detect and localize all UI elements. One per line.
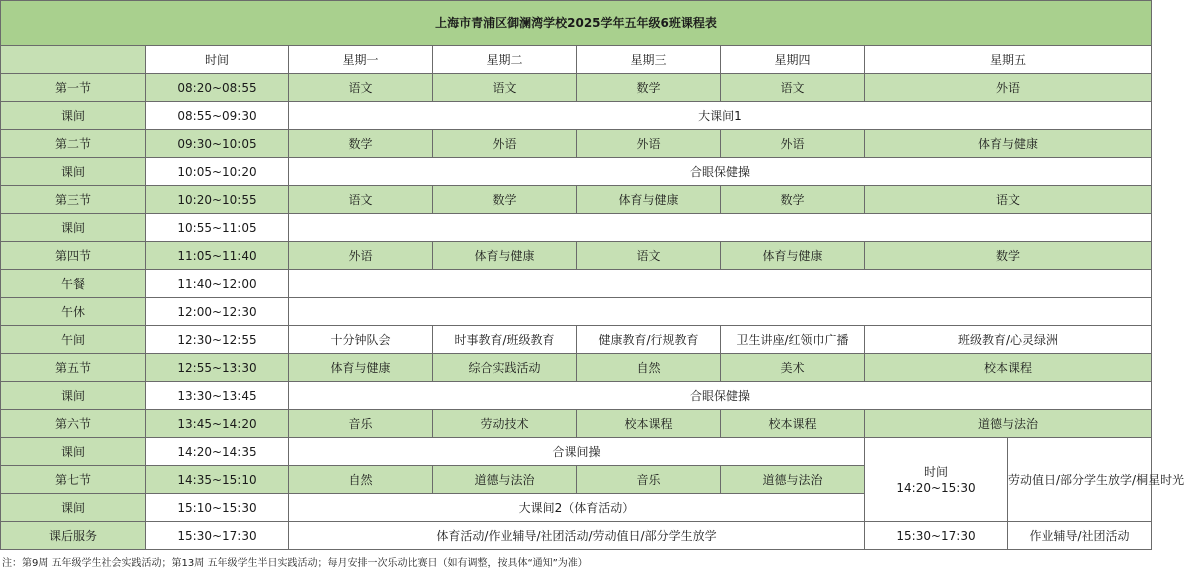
table-row: [1, 158, 1152, 186]
period-time: 10:20~10:55: [146, 186, 289, 214]
period-label: 午休: [1, 298, 146, 326]
lesson-cell: 校本课程: [865, 354, 1152, 382]
lesson-cell: 音乐: [577, 466, 721, 494]
table-row: [1, 298, 1152, 326]
lesson-cell: 外语: [577, 130, 721, 158]
lesson-cell: 自然: [289, 466, 433, 494]
footnote: 注：第9周 五年级学生社会实践活动；第13周 五年级学生半日实践活动；每月安排一次乐动比赛日（如有调整，按具体“通知”为准）: [2, 558, 588, 569]
lesson-cell: 数学: [433, 186, 577, 214]
lesson-cell: 外语: [433, 130, 577, 158]
lesson-cell: 语文: [865, 186, 1152, 214]
period-time: 10:55~11:05: [146, 214, 289, 242]
period-time: 09:30~10:05: [146, 130, 289, 158]
table-row: [1, 522, 1152, 550]
break-cell: 合眼保健操: [289, 382, 1152, 410]
header-row: [1, 46, 1152, 74]
lesson-cell: 数学: [577, 74, 721, 102]
lesson-cell: 音乐: [289, 410, 433, 438]
lesson-cell: 体育与健康: [865, 130, 1152, 158]
period-label: 第二节: [1, 130, 146, 158]
lesson-cell: 校本课程: [577, 410, 721, 438]
lesson-cell: 道德与法治: [865, 410, 1152, 438]
friday-time-range: 14:20~15:30: [896, 480, 976, 495]
period-time: 13:30~13:45: [146, 382, 289, 410]
period-time: 08:55~09:30: [146, 102, 289, 130]
lesson-cell: 语文: [289, 74, 433, 102]
table-row: [1, 410, 1152, 438]
period-label: 课间: [1, 494, 146, 522]
period-label: 第一节: [1, 74, 146, 102]
table-row: [1, 270, 1152, 298]
period-time: 15:10~15:30: [146, 494, 289, 522]
activity-cell: 十分钟队会: [289, 326, 433, 354]
table-row: [1, 130, 1152, 158]
header-tuesday: 星期二: [433, 46, 577, 74]
lesson-cell: 外语: [289, 242, 433, 270]
friday-time-cell: [865, 438, 1008, 522]
period-time: 12:30~12:55: [146, 326, 289, 354]
lesson-cell: 体育与健康: [289, 354, 433, 382]
period-time: 12:00~12:30: [146, 298, 289, 326]
period-label: 课间: [1, 102, 146, 130]
header-wednesday: 星期三: [577, 46, 721, 74]
period-label: 课间: [1, 438, 146, 466]
table-row: [1, 102, 1152, 130]
lesson-cell: 校本课程: [721, 410, 865, 438]
break-cell: 合课间操: [289, 438, 865, 466]
lesson-cell: 语文: [577, 242, 721, 270]
period-label: 课间: [1, 158, 146, 186]
activity-cell: 时事教育/班级教育: [433, 326, 577, 354]
period-time: 15:30~17:30: [146, 522, 289, 550]
lesson-cell: 数学: [721, 186, 865, 214]
period-time: 14:20~14:35: [146, 438, 289, 466]
lesson-cell: 数学: [865, 242, 1152, 270]
table-row: [1, 382, 1152, 410]
friday-after-time: 15:30~17:30: [865, 522, 1008, 550]
table-row: [1, 242, 1152, 270]
break-cell: [289, 298, 1152, 326]
lesson-cell: 语文: [289, 186, 433, 214]
activity-cell: 健康教育/行规教育: [577, 326, 721, 354]
friday-after-activity: 作业辅导/社团活动: [1008, 522, 1152, 550]
break-cell: [289, 270, 1152, 298]
lesson-cell: 道德与法治: [721, 466, 865, 494]
period-label: 午间: [1, 326, 146, 354]
header-monday: 星期一: [289, 46, 433, 74]
header-corner: [1, 46, 146, 74]
table-row: [1, 438, 1152, 466]
table-row: [1, 186, 1152, 214]
period-time: 11:40~12:00: [146, 270, 289, 298]
after-school-cell: 体育活动/作业辅导/社团活动/劳动值日/部分学生放学: [289, 522, 865, 550]
activity-cell: 卫生讲座/红领巾广播: [721, 326, 865, 354]
friday-time-label: 时间: [923, 464, 948, 479]
lesson-cell: 外语: [721, 130, 865, 158]
period-label: 课间: [1, 382, 146, 410]
period-time: 10:05~10:20: [146, 158, 289, 186]
table-row: [1, 214, 1152, 242]
lesson-cell: 外语: [865, 74, 1152, 102]
lesson-cell: 语文: [721, 74, 865, 102]
period-time: 08:20~08:55: [146, 74, 289, 102]
period-time: 11:05~11:40: [146, 242, 289, 270]
lesson-cell: 道德与法治: [433, 466, 577, 494]
period-time: 14:35~15:10: [146, 466, 289, 494]
period-label: 第七节: [1, 466, 146, 494]
header-time: 时间: [146, 46, 289, 74]
table-row: [1, 326, 1152, 354]
period-label: 第六节: [1, 410, 146, 438]
period-label: 第三节: [1, 186, 146, 214]
activity-cell: 班级教育/心灵绿洲: [865, 326, 1152, 354]
table-row: [1, 74, 1152, 102]
period-time: 13:45~14:20: [146, 410, 289, 438]
lesson-cell: 语文: [433, 74, 577, 102]
lesson-cell: 综合实践活动: [433, 354, 577, 382]
period-label: 课间: [1, 214, 146, 242]
table-row: [1, 354, 1152, 382]
period-time: 12:55~13:30: [146, 354, 289, 382]
lesson-cell: 体育与健康: [721, 242, 865, 270]
lesson-cell: 美术: [721, 354, 865, 382]
break-cell: 大课间2（体育活动）: [289, 494, 865, 522]
friday-activity-cell: 劳动值日/部分学生放学/桐星时光: [1008, 438, 1152, 522]
lesson-cell: 数学: [289, 130, 433, 158]
period-label: 午餐: [1, 270, 146, 298]
lesson-cell: 劳动技术: [433, 410, 577, 438]
period-label: 课后服务: [1, 522, 146, 550]
break-cell: 合眼保健操: [289, 158, 1152, 186]
lesson-cell: 体育与健康: [577, 186, 721, 214]
timetable-title: 上海市青浦区御澜湾学校2025学年五年级6班课程表: [1, 1, 1152, 46]
period-label: 第五节: [1, 354, 146, 382]
header-friday: 星期五: [865, 46, 1152, 74]
header-thursday: 星期四: [721, 46, 865, 74]
break-cell: [289, 214, 1152, 242]
break-cell: 大课间1: [289, 102, 1152, 130]
lesson-cell: 体育与健康: [433, 242, 577, 270]
lesson-cell: 自然: [577, 354, 721, 382]
period-label: 第四节: [1, 242, 146, 270]
